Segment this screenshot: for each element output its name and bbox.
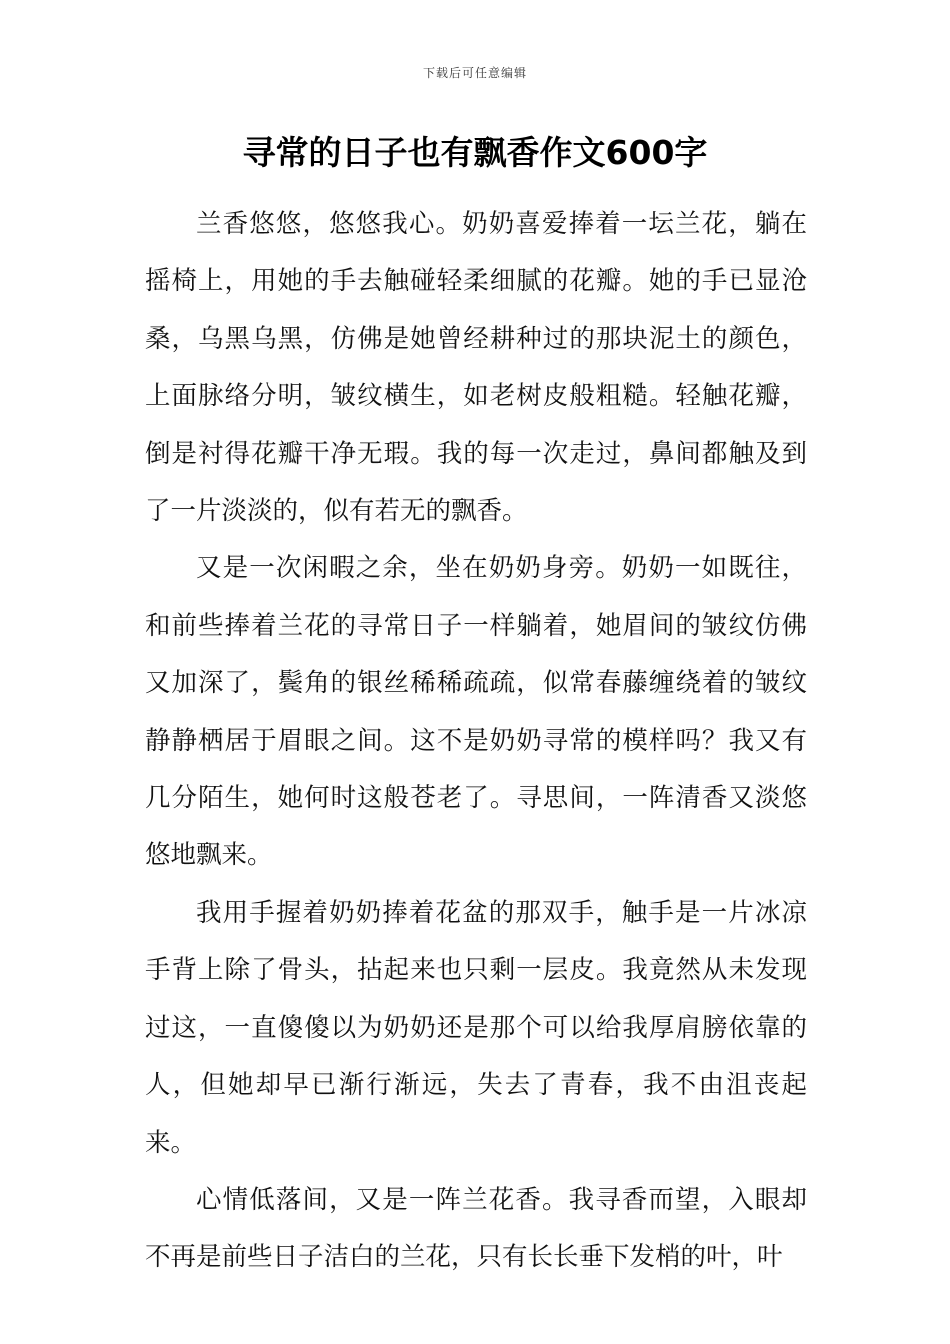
paragraph: 心情低落间，又是一阵兰花香。我寻香而望，入眼却不再是前些日子洁白的兰花，只有长长垂下发梢的叶，叶 [145, 1184, 807, 1273]
paragraph: 我用手握着奶奶捧着花盆的那双手，触手是一片冰凉手背上除了骨头，拈起来也只剩一层皮。我竟然从未发现过这，一直傻傻以为奶奶还是那个可以给我厚肩膀依靠的人，但她却早已渐行渐远，失去了青春，我不由沮丧起来。 [145, 897, 807, 1158]
paragraph: 又是一次闲暇之余，坐在奶奶身旁。奶奶一如既往，和前些捧着兰花的寻常日子一样躺着，她眉间的皱纹仿佛又加深了，鬓角的银丝稀稀疏疏，似常春藤缠绕着的皱纹静静栖居于眉眼之间。这不是奶奶寻常的模样吗？我又有几分陌生，她何时这般苍老了。寻思间，一阵清香又淡悠悠地飘来。 [145, 553, 807, 871]
paragraph: 兰香悠悠，悠悠我心。奶奶喜爱捧着一坛兰花，躺在摇椅上，用她的手去触碰轻柔细腻的花瓣。她的手已显沧桑，乌黑乌黑，仿佛是她曾经耕种过的那块泥土的颜色，上面脉络分明，皱纹横生，如老树皮般粗糙。轻触花瓣，倒是衬得花瓣干净无瑕。我的每一次走过，鼻间都触及到了一片淡淡的，似有若无的飘香。 [145, 209, 807, 527]
document-body [145, 196, 807, 1287]
header-note: 下载后可任意编辑 [422, 66, 527, 80]
document-title: 寻常的日子也有飘香作文600字 [242, 133, 708, 172]
